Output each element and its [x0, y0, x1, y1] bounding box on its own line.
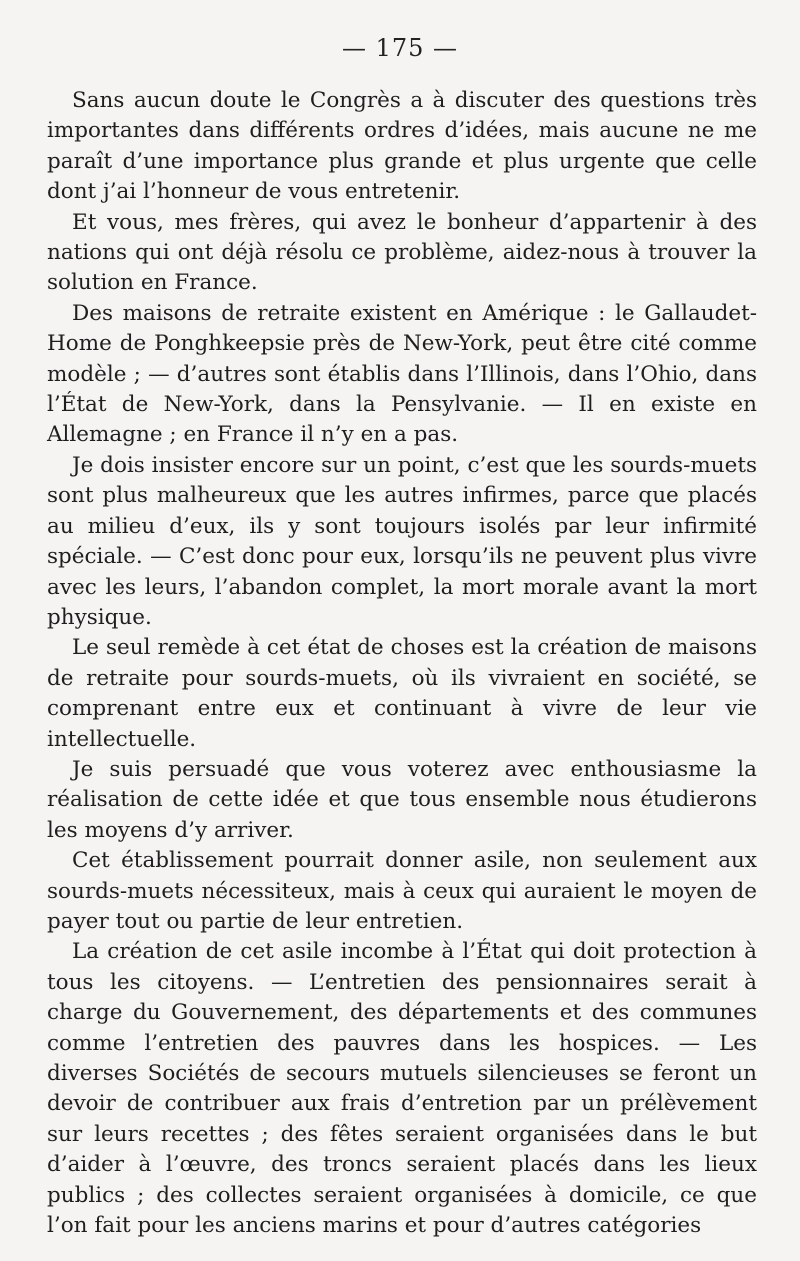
paragraph-8: La création de cet asile incombe à l’État qui doit protection à tous les citoyens. — L’entretien des pensionnaires serait à charge du Gouvernement, des départements et des communes comme l’entretien des pauvres dans les hospices. — Les diverses Sociétés de secours mutuels silencieuses se feront un devoir de contribuer aux frais d’entretion par un prélèvement sur leurs recettes ; des fêtes seraient organisées dans le but d’aider à l’œuvre, des troncs seraient placés dans les lieux publics ; des collectes seraient organisées à domicile, ce que l’on fait pour les anciens marins et pour d’autres catégories: [47, 939, 757, 1239]
page-number: — 175 —: [341, 34, 459, 62]
paragraph-4: Je dois insister encore sur un point, c’est que les sourds-muets sont plus malheureux que les autres infirmes, parce que placés au milieu d’eux, ils y sont toujours isolés par leur infirmité spéciale. — C’est donc pour eux, lorsqu’ils ne peuvent plus vivre avec les leurs, l’abandon complet, la mort morale avant la mort physique.: [47, 452, 757, 630]
body-text: [47, 86, 757, 1241]
paragraph-6: Je suis persuadé que vous voterez avec enthousiasme la réalisation de cette idée et que tous ensemble nous étudierons les moyens d’y arriver.: [47, 756, 757, 843]
paragraph-5: Le seul remède à cet état de choses est la création de maisons de retraite pour sourds-muets, où ils vivraient en société, se comprenant entre eux et continuant à vivre de leur vie intellectuelle.: [47, 635, 757, 752]
paragraph-1: Sans aucun doute le Congrès a à discuter des questions très importantes dans différents ordres d’idées, mais aucune ne me paraît d’une importance plus grande et plus urgente que celle dont j’ai l’honneur de vous entretenir.: [47, 88, 757, 205]
paragraph-2: Et vous, mes frères, qui avez le bonheur d’appartenir à des nations qui ont déjà résolu ce problème, aidez-nous à trouver la solution en France.: [47, 209, 757, 296]
paragraph-7: Cet établissement pourrait donner asile, non seulement aux sourds-muets nécessiteux, mais à ceux qui auraient le moyen de payer tout ou partie de leur entretien.: [47, 848, 757, 934]
paragraph-3: Des maisons de retraite existent en Amérique : le Gallaudet-Home de Ponghkeepsie près de New-York, peut être cité comme modèle ; — d’autres sont établis dans l’Illinois, dans l’Ohio, dans l’État de New-York, dans la Pensylvanie. — Il en existe en Allemagne ; en France il n’y en a pas.: [47, 300, 757, 448]
